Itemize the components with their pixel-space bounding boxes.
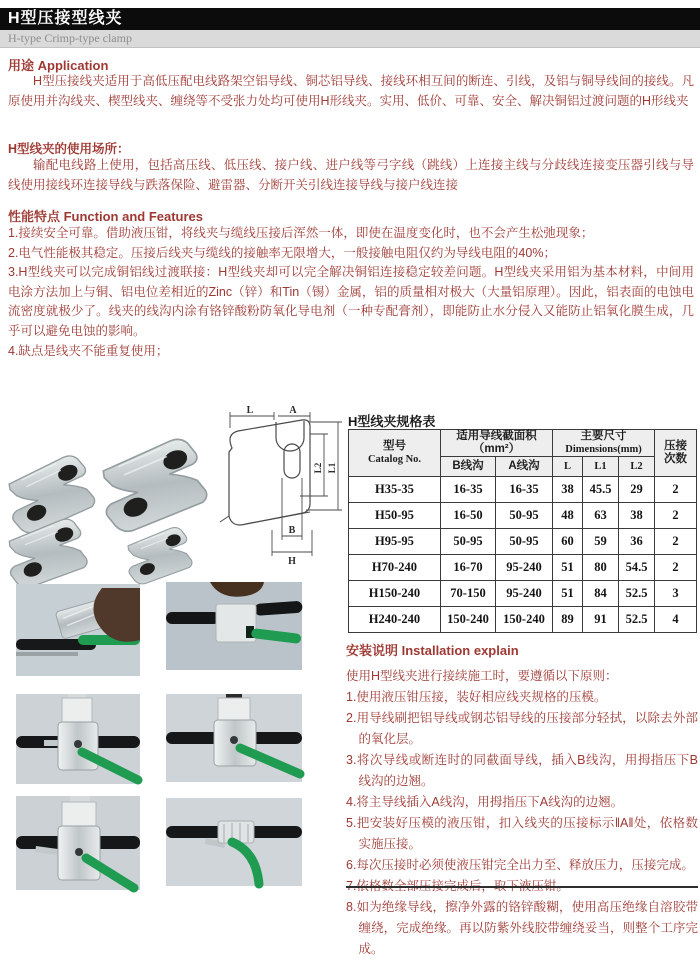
dim-label-L1: L1 bbox=[327, 462, 337, 474]
installation-step: 5.把安装好压模的液压钳，扣入线夹的压接标示‖A‖处，依格数实施压接。 bbox=[346, 816, 698, 851]
installation-step: 4.将主导线插入A线沟，用拇指压下A线沟的边翘。 bbox=[346, 795, 624, 809]
cell-groove-b: 70-150 bbox=[441, 581, 496, 607]
col-header-area-cn: 适用导线截面积 bbox=[456, 430, 537, 442]
page-subtitle-bar bbox=[0, 30, 700, 48]
cell-groove-b: 150-240 bbox=[441, 607, 496, 633]
col-header-crimps-line2: 次数 bbox=[664, 453, 688, 465]
cell-l1: 45.5 bbox=[583, 477, 619, 503]
table-row bbox=[349, 529, 697, 555]
table-row bbox=[349, 503, 697, 529]
cell-groove-b: 16-50 bbox=[441, 503, 496, 529]
wire-core bbox=[16, 652, 78, 656]
dim-label-L: L bbox=[246, 405, 254, 416]
col-header-dims-cn: 主要尺寸 bbox=[580, 430, 627, 442]
col-header-l1: L1 bbox=[583, 457, 619, 477]
cell-crimps: 3 bbox=[655, 581, 697, 607]
usage-heading: H型线夹的使用场所： bbox=[8, 142, 130, 156]
application-heading: 用途 Application bbox=[8, 58, 109, 73]
col-header-l2: L2 bbox=[619, 457, 655, 477]
col-header-groove-b: B线沟 bbox=[441, 457, 496, 477]
tool-bolt bbox=[75, 848, 83, 856]
cell-l1: 80 bbox=[583, 555, 619, 581]
cell-model: H50-95 bbox=[349, 503, 441, 529]
cell-l: 89 bbox=[553, 607, 583, 633]
col-header-crimps-line1: 压接 bbox=[664, 440, 688, 452]
page-subtitle: H-type Crimp-type clamp bbox=[8, 31, 132, 45]
installation-step: 8.如为绝缘导线，擦净外露的铬锌酸糊，使用高压绝缘自溶胶带缠绕，完成绝缘。再以防紫外线胶带缠绕妥当，则整个工序完成。 bbox=[346, 900, 698, 956]
clamp-dimension-drawing bbox=[214, 405, 346, 567]
photo-step-4 bbox=[166, 694, 302, 782]
feature-item: 4.缺点是线夹不能重复使用； bbox=[8, 343, 169, 358]
tool-head bbox=[62, 698, 92, 724]
photo-step-3 bbox=[16, 694, 140, 784]
cell-crimps: 2 bbox=[655, 529, 697, 555]
cell-l2: 52.5 bbox=[619, 581, 655, 607]
cell-model: H240-240 bbox=[349, 607, 441, 633]
cell-l: 60 bbox=[553, 529, 583, 555]
table-row bbox=[349, 581, 697, 607]
installation-step: 3.将次导线或断连时的同截面导线，插入B线沟，用拇指压下B线沟的边翘。 bbox=[346, 753, 698, 788]
cell-l: 48 bbox=[553, 503, 583, 529]
installation-step: 1.使用液压钳压接，装好相应线夹规格的压模。 bbox=[346, 690, 607, 704]
feature-item: 3.H型线夹可以完成铜铝线过渡联接：H型线夹却可以完全解决铜铝连接稳定较差问题。H型线夹采用铝为基本材料，中间用电涂方法加上与铜、铝电位差相近的Zinc（锌）和Tin（锡）金属，铝的质量相对极大（大量铝原理）。因此，铝表面的电蚀电流密度就极少了。线夹的线沟内涂有铬锌酸粉防氧化导电剂（一种专配膏剂），即能防止水分侵入又能防止铝氧化膜生成，几乎可以避免电蚀的影响。 bbox=[8, 265, 694, 338]
feature-item: 1.接续安全可靠。借助液压钳，将线夹与缆线压接后浑然一体，即使在温度变化时，也不会产生松弛现象； bbox=[8, 226, 594, 240]
cell-groove-b: 16-35 bbox=[441, 477, 496, 503]
cell-l: 51 bbox=[553, 555, 583, 581]
cell-model: H95-95 bbox=[349, 529, 441, 555]
photo-step-6 bbox=[166, 798, 302, 886]
cell-groove-a: 95-240 bbox=[496, 555, 553, 581]
cell-groove-b: 16-70 bbox=[441, 555, 496, 581]
cell-l2: 38 bbox=[619, 503, 655, 529]
col-header-dims-en: Dimensions(mm) bbox=[565, 444, 642, 455]
black-cable bbox=[166, 612, 220, 624]
col-header-area-unit: （mm²） bbox=[472, 443, 521, 455]
col-header-dims bbox=[553, 430, 655, 457]
installation-step: 2.用导线刷把铝导线或钢芯铝导线的压接部分轻拭，以除去外部的氧化层。 bbox=[346, 711, 698, 746]
cell-groove-a: 50-95 bbox=[496, 503, 553, 529]
spec-table bbox=[348, 429, 697, 633]
cell-l2: 54.5 bbox=[619, 555, 655, 581]
cell-groove-a: 16-35 bbox=[496, 477, 553, 503]
table-row bbox=[349, 607, 697, 633]
col-header-model-en: Catalog No. bbox=[367, 454, 422, 465]
cell-l1: 63 bbox=[583, 503, 619, 529]
photo-step-5 bbox=[16, 796, 140, 890]
col-header-model-cn: 型号 bbox=[383, 440, 406, 452]
spec-table-title: H型线夹规格表 bbox=[348, 414, 436, 429]
cell-groove-a: 150-240 bbox=[496, 607, 553, 633]
cell-groove-a: 50-95 bbox=[496, 529, 553, 555]
bottom-rule bbox=[346, 886, 698, 888]
cell-crimps: 2 bbox=[655, 503, 697, 529]
tool-bolt bbox=[74, 740, 82, 748]
col-header-crimps bbox=[655, 430, 697, 477]
table-row bbox=[349, 477, 697, 503]
photo-step-1 bbox=[16, 584, 140, 676]
col-header-model bbox=[349, 430, 441, 477]
clamp-photo-2 bbox=[98, 436, 211, 534]
cell-l2: 36 bbox=[619, 529, 655, 555]
application-body: H型压接线夹适用于高低压配电线路架空铝导线、铜芯铝导线、接线环相互间的断连、引线，及铝与铜导线间的接线。凡原使用并沟线夹、楔型线夹、缠绕等不受张力处均可使用H形线夹。实用、低价、可靠、安全、解决铜铝过渡问题的H形线夹 bbox=[8, 74, 694, 108]
installation-heading: 安装说明 Installation explain bbox=[346, 643, 519, 658]
product-clamps-photo bbox=[4, 438, 214, 584]
installation-step: 6.每次压接时必须使液压钳完全出力至、释放压力，压接完成。 bbox=[346, 858, 694, 872]
dim-label-H: H bbox=[288, 556, 296, 567]
clamp-photo-4 bbox=[125, 526, 194, 585]
dim-label-B: B bbox=[288, 525, 296, 536]
photo-step-2 bbox=[166, 582, 302, 670]
tool-head bbox=[218, 698, 250, 722]
feature-item: 2.电气性能极其稳定。压接后线夹与缆线的接触率无限增大，一般接触电阻仅约为导线电阻的40%； bbox=[8, 245, 556, 260]
installation-section bbox=[346, 640, 698, 960]
cell-l: 38 bbox=[553, 477, 583, 503]
tool-bolt bbox=[230, 736, 238, 744]
dim-label-L2: L2 bbox=[313, 462, 323, 474]
cell-l1: 59 bbox=[583, 529, 619, 555]
cell-l2: 29 bbox=[619, 477, 655, 503]
cell-model: H150-240 bbox=[349, 581, 441, 607]
clamp-outline bbox=[229, 420, 310, 525]
clamp-photo-3 bbox=[6, 517, 90, 589]
clamp-photo-1 bbox=[4, 453, 98, 536]
installation-intro: 使用H型线夹进行接续施工时，要遵循以下原则： bbox=[346, 669, 618, 683]
cell-l: 51 bbox=[553, 581, 583, 607]
cell-l1: 91 bbox=[583, 607, 619, 633]
cell-crimps: 2 bbox=[655, 555, 697, 581]
cell-groove-a: 95-240 bbox=[496, 581, 553, 607]
features-list bbox=[8, 224, 694, 361]
col-header-area bbox=[441, 430, 553, 457]
page-title: H型压接型线夹 bbox=[8, 10, 123, 27]
page-title-bar bbox=[0, 8, 700, 30]
dim-label-A: A bbox=[289, 405, 297, 416]
cell-l2: 52.5 bbox=[619, 607, 655, 633]
col-header-l: L bbox=[553, 457, 583, 477]
cell-model: H70-240 bbox=[349, 555, 441, 581]
cell-crimps: 2 bbox=[655, 477, 697, 503]
features-heading: 性能特点 Function and Features bbox=[8, 209, 204, 224]
cell-crimps: 4 bbox=[655, 607, 697, 633]
col-header-groove-a: A线沟 bbox=[496, 457, 553, 477]
table-row bbox=[349, 555, 697, 581]
groove-a-outline bbox=[276, 421, 304, 451]
usage-body: 输配电线路上使用，包括高压线、低压线、接户线、进户线等弓字线（跳线）上连接主线与分歧线连接变压器引线与导线使用接线环连接导线与跌落保险、避雷器、分断开关引线连接导线与接户线连接 bbox=[8, 158, 694, 192]
cell-groove-b: 50-95 bbox=[441, 529, 496, 555]
cell-model: H35-35 bbox=[349, 477, 441, 503]
cell-l1: 84 bbox=[583, 581, 619, 607]
